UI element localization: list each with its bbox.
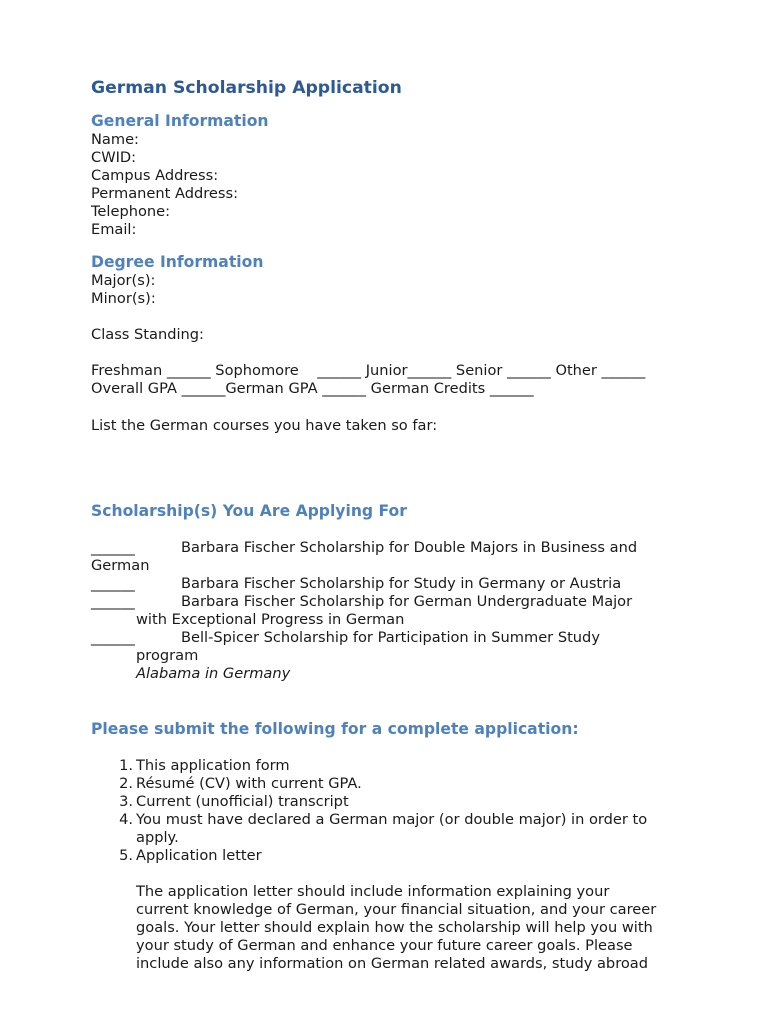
majors-label: Major(s):: [91, 272, 156, 289]
list-item-text: Résumé (CV) with current GPA.: [136, 775, 362, 792]
class-standing-options: Freshman ______ Sophomore ______ Junior______ Senior ______ Other ______: [91, 362, 646, 379]
scholarship-3-title-cont: with Exceptional Progress in German: [136, 611, 405, 628]
general-info-heading: General Information: [91, 112, 269, 130]
list-item-number: 2.: [119, 775, 133, 792]
scholarships-heading: Scholarship(s) You Are Applying For: [91, 502, 407, 520]
list-item-text: Current (unofficial) transcript: [136, 793, 349, 810]
submit-heading: Please submit the following for a complete application:: [91, 720, 579, 738]
list-item-text: You must have declared a German major (or double major) in order to: [136, 811, 648, 828]
class-standing-label: Class Standing:: [91, 326, 204, 343]
telephone-label: Telephone:: [91, 203, 171, 220]
letter-paragraph-line: goals. Your letter should explain how the scholarship will help you with: [136, 919, 653, 936]
scholarship-4-blank: ______: [91, 629, 135, 646]
name-field-label: Name:: [91, 131, 139, 148]
letter-paragraph-line: your study of German and enhance your future career goals. Please: [136, 937, 633, 954]
list-item-number: 4.: [119, 811, 133, 828]
scholarship-2-blank: ______: [91, 575, 135, 592]
list-item-number: 3.: [119, 793, 133, 810]
letter-paragraph-line: current knowledge of German, your financial situation, and your career: [136, 901, 657, 918]
email-label: Email:: [91, 221, 137, 238]
scholarship-1-title: Barbara Fischer Scholarship for Double Majors in Business and: [181, 539, 638, 556]
scholarship-4-subtitle: Alabama in Germany: [136, 665, 291, 682]
minors-label: Minor(s):: [91, 290, 156, 307]
permanent-address-label: Permanent Address:: [91, 185, 239, 202]
scholarship-1-title-cont: German: [91, 557, 150, 574]
scholarship-4-title: Bell-Spicer Scholarship for Participation in Summer Study: [181, 629, 600, 646]
list-item-text: Application letter: [136, 847, 262, 864]
campus-address-label: Campus Address:: [91, 167, 219, 184]
list-item-number: 1.: [119, 757, 133, 774]
letter-paragraph-line: The application letter should include information explaining your: [136, 883, 610, 900]
page-title: German Scholarship Application: [91, 78, 402, 98]
degree-info-heading: Degree Information: [91, 253, 264, 271]
scholarship-2-title: Barbara Fischer Scholarship for Study in Germany or Austria: [181, 575, 622, 592]
list-item-number: 5.: [119, 847, 133, 864]
scholarship-3-title: Barbara Fischer Scholarship for German Undergraduate Major: [181, 593, 633, 610]
letter-paragraph-line: include also any information on German related awards, study abroad: [136, 955, 649, 972]
scholarship-4-title-cont: program: [136, 647, 199, 664]
cwid-field-label: CWID:: [91, 149, 137, 166]
scholarship-3-blank: ______: [91, 593, 135, 610]
courses-prompt: List the German courses you have taken so far:: [91, 417, 438, 434]
scholarship-1-blank: ______: [91, 539, 135, 556]
gpa-line: Overall GPA ______German GPA ______ German Credits ______: [91, 380, 534, 397]
list-item-text: apply.: [136, 829, 179, 846]
list-item-text: This application form: [136, 757, 290, 774]
